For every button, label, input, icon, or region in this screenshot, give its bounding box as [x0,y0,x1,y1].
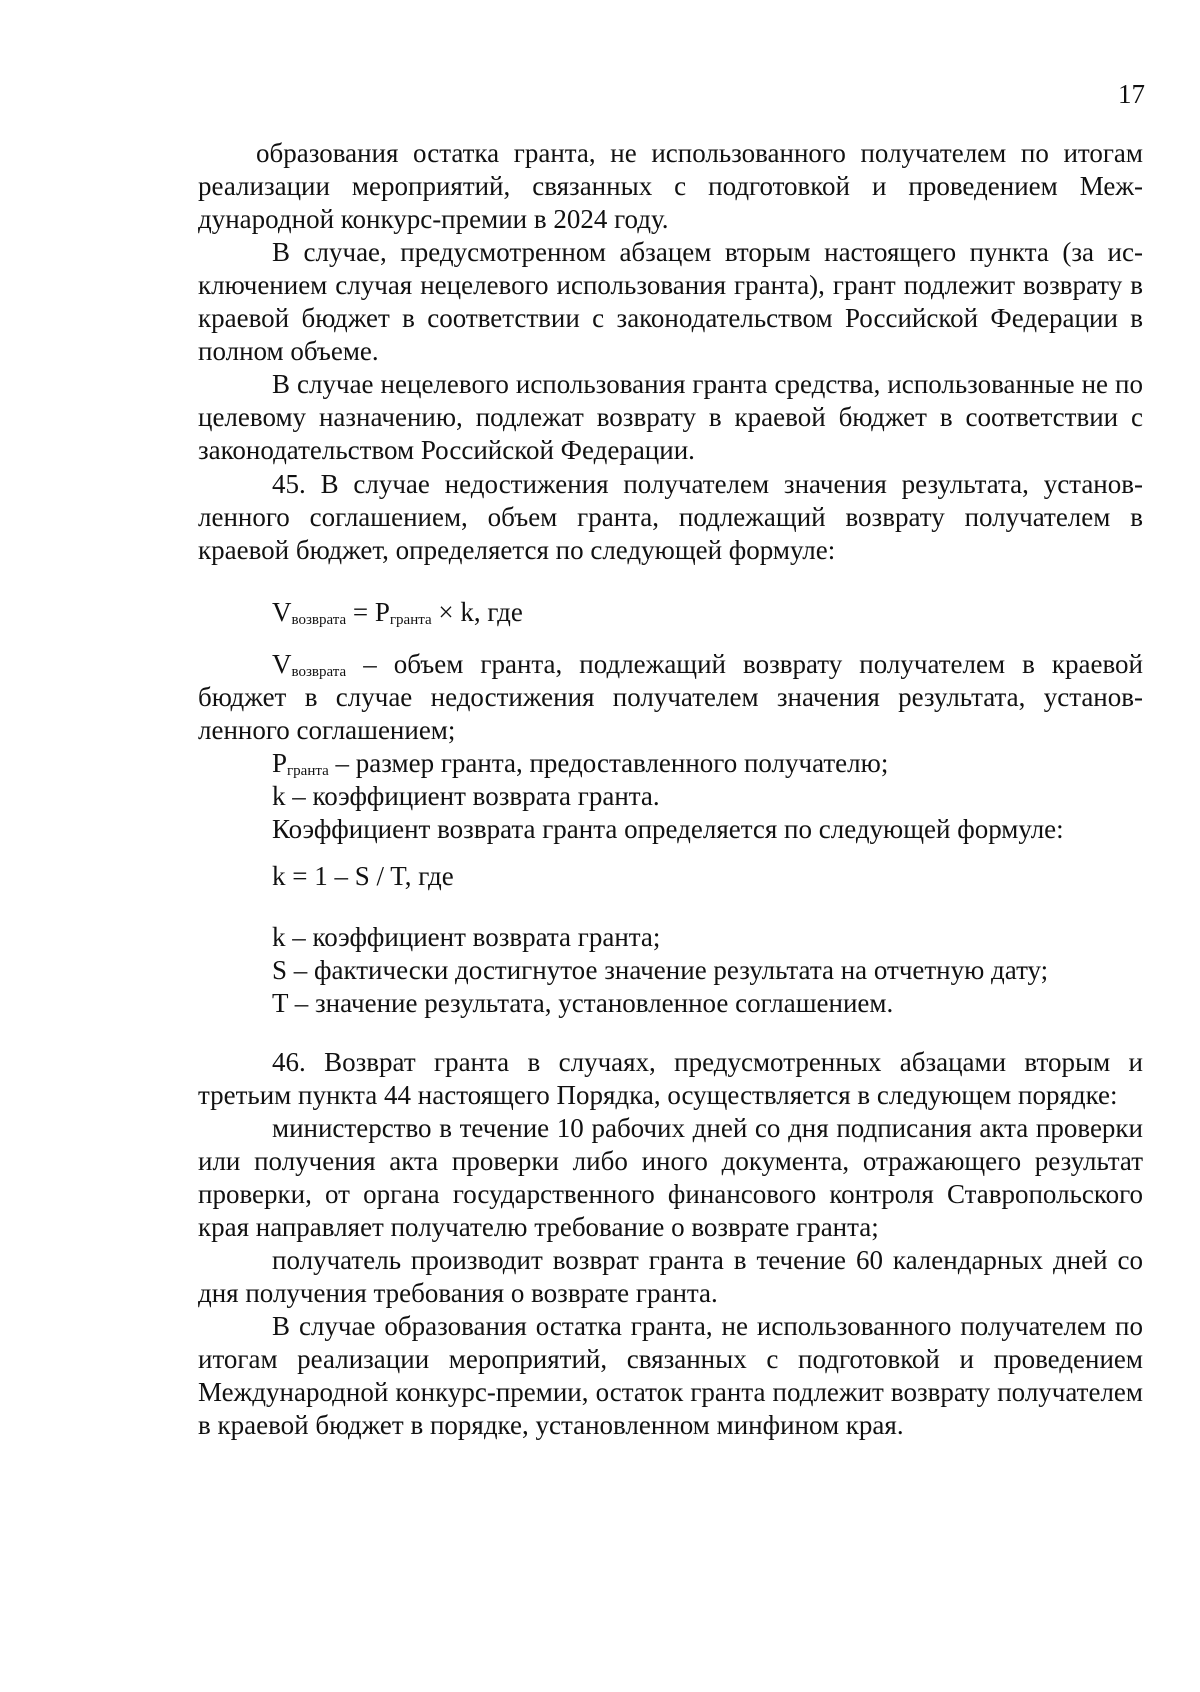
paragraph: получатель производит возврат гранта в течение 60 календарных дней со дня получения требования о возврате гранта. [198,1245,1143,1308]
paragraph: 45. В случае недостижения получателем значения результата, установленного соглашением, объем гранта, подлежащий возврату получателем в краевой бюджет, определяется по следующей формуле: [198,469,1143,565]
formula: $V_{возврата} = P_{гранта} \times k$, где [272,597,523,628]
definition-k: k – коэффициент возврата гранта; [272,922,661,952]
formula: k = 1 – S / T, где [272,861,454,891]
definition-k: k – коэффициент возврата гранта. [272,781,660,811]
paragraph: образования остатка гранта, не использованного получателем по итогам реализации мероприятий, связанных с подготовкой и проведением Международной конкурс-премии в 2024 году. [198,138,1143,234]
paragraph: В случае нецелевого использования гранта средства, использованные не по целевому назначению, подлежат возврату в краевой бюджет в соответствии с законодательством Российской Федерации. [198,369,1143,465]
section-46 [198,1046,1143,1442]
definition-v: $V_{возврата}$ – объем гранта, подлежащий возврату получателем в краевой бюджет в случае недостижения получателем значения результата, установленного соглашением; [198,649,1143,745]
definition-t: T – значение результата, установленное соглашением. [272,988,894,1018]
formula-return-volume [198,596,1143,629]
formula-coefficient [198,860,1143,893]
paragraph: министерство в течение 10 рабочих дней со дня подписания акта проверки или получения акта проверки либо иного документа, отражающего результат проверки, от органа государственного финансового контроля Ставропольского края направляет получателю требование о возврате гранта; [198,1113,1143,1242]
paragraph: 46. Возврат гранта в случаях, предусмотренных абзацами вторым и третьим пункта 44 настоящего Порядка, осуществляется в следующем порядке: [198,1047,1143,1110]
page-number: 17 [1118,79,1145,109]
paragraph: В случае, предусмотренном абзацем вторым настоящего пункта (за исключением случая нецелевого использования гранта), грант подлежит возврату в краевой бюджет в соответствии с законодательством Российской Федерации в полном объеме. [198,237,1143,366]
paragraph: В случае образования остатка гранта, не использованного получателем по итогам реализации мероприятий, связанных с подготовкой и проведением Международной конкурс-премии, остаток гранта подлежит возврату получателем в краевой бюджет в порядке, установленном минфином края. [198,1311,1143,1440]
coefficient-intro: Коэффициент возврата гранта определяется по следующей формуле: [272,814,1064,844]
section-continuation [198,137,1143,467]
definition-s: S – фактически достигнутое значение результата на отчетную дату; [272,955,1049,985]
formula-definitions [198,648,1143,846]
definition-p: $P_{гранта}$ – размер гранта, предоставленного получателю; [272,748,889,779]
coefficient-definitions [198,921,1143,1020]
section-45 [198,468,1143,567]
